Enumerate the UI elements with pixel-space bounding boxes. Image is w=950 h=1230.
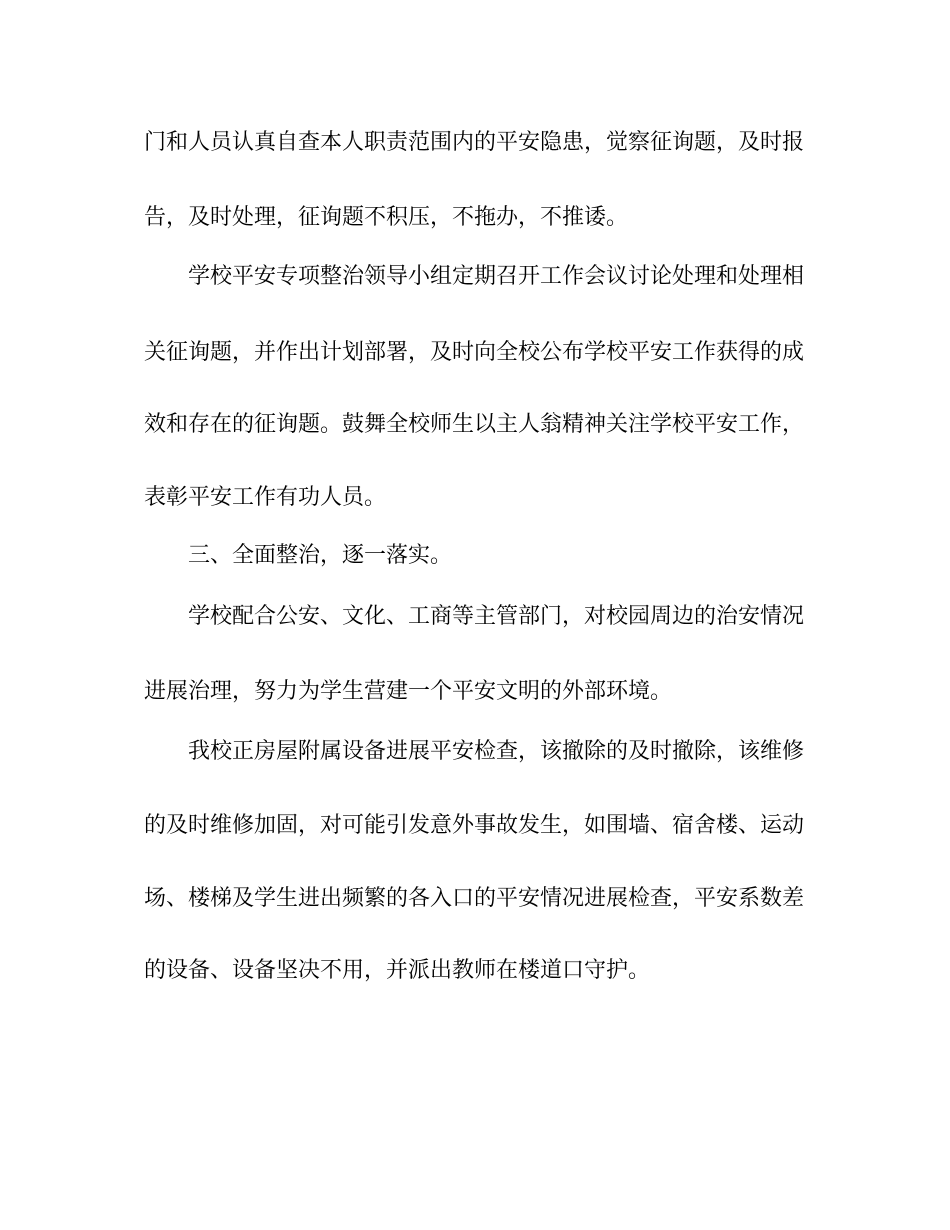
paragraph-line: 表彰平安工作有功人员。 <box>144 485 387 510</box>
paragraph-line: 的设备、设备坚决不用，并派出教师在楼道口守护。 <box>144 958 651 983</box>
paragraph-line: 关征询题，并作出计划部署，及时向全校公布学校平安工作获得的成 <box>144 340 805 365</box>
paragraph-line: 学校平安专项整治领导小组定期召开工作会议讨论处理和处理相 <box>188 264 805 289</box>
paragraph-line: 我校正房屋附属设备进展平安检查，该撤除的及时撤除，该维修 <box>188 739 805 764</box>
paragraph-line: 门和人员认真自查本人职责范围内的平安隐患，觉察征询题，及时报 <box>144 130 805 155</box>
section-heading: 三、全面整治，逐一落实。 <box>188 543 453 568</box>
paragraph-line: 告，及时处理，征询题不积压，不拖办，不推诿。 <box>144 205 629 230</box>
paragraph-line: 效和存在的征询题。鼓舞全校师生以主人翁精神关注学校平安工作， <box>144 412 805 437</box>
paragraph-line: 学校配合公安、文化、工商等主管部门，对校园周边的治安情况 <box>188 604 805 629</box>
paragraph-line: 进展治理，努力为学生营建一个平安文明的外部环境。 <box>144 679 673 704</box>
paragraph-line: 的及时维修加固，对可能引发意外事故发生，如围墙、宿舍楼、运动 <box>144 813 805 838</box>
paragraph-line: 场、楼梯及学生进出频繁的各入口的平安情况进展检查，平安系数差 <box>144 886 805 911</box>
